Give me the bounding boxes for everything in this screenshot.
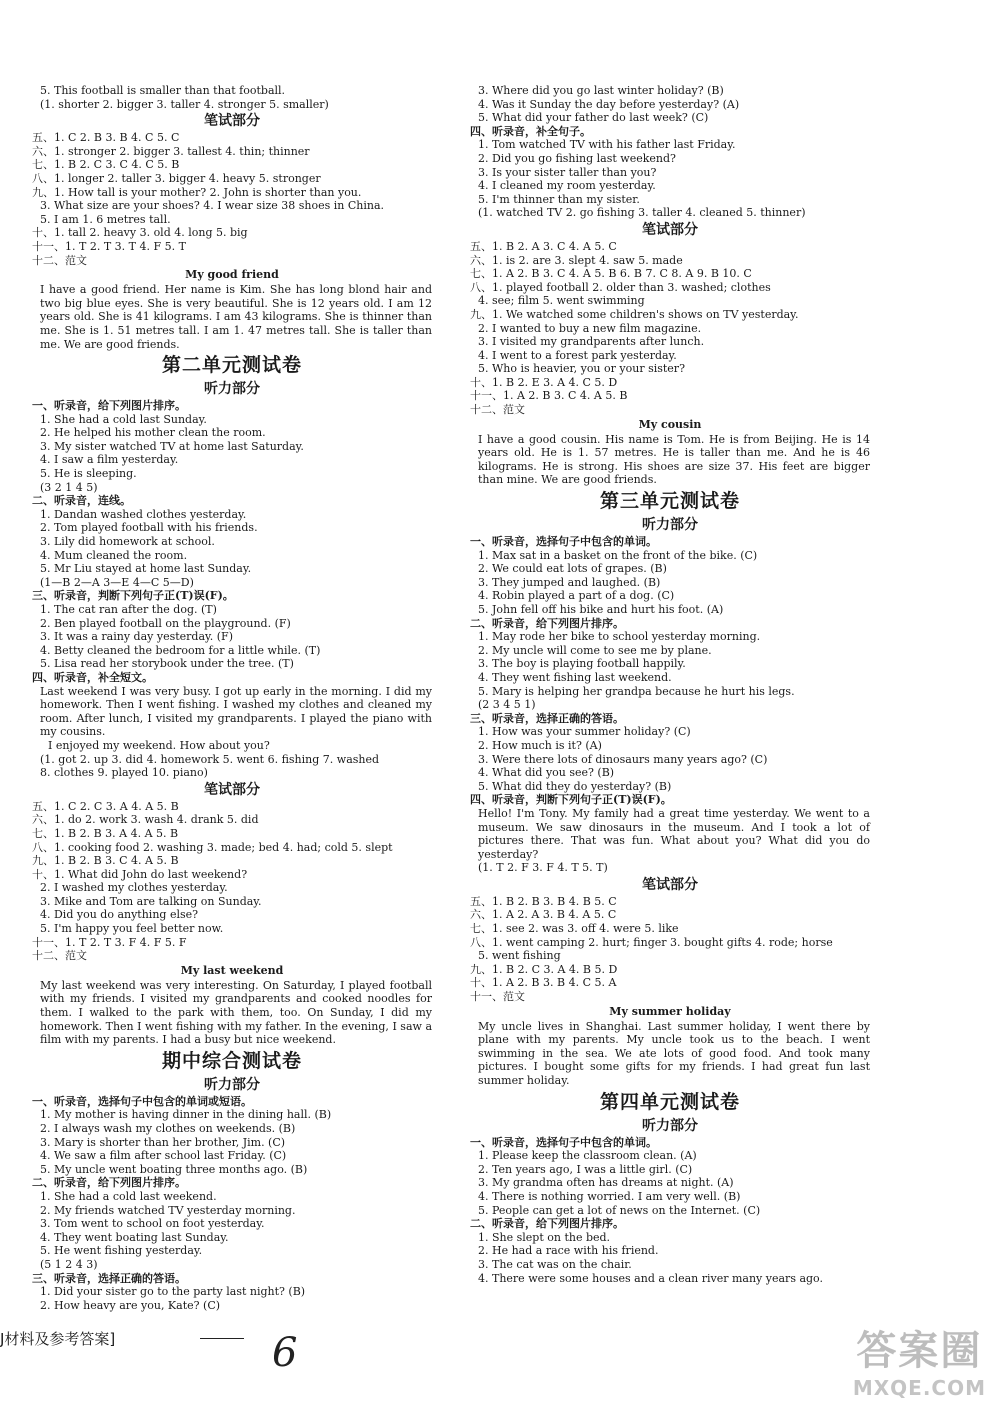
watermark-url: MXQE.COM (852, 1376, 986, 1400)
answer-line: 十、1. B 2. E 3. A 4. C 5. D (470, 375, 618, 389)
answer-line: 2. How much is it? (A) (478, 738, 602, 752)
answer-line: 4. Did you do anything else? (40, 908, 199, 922)
question-heading: 四、听录音，补全句子。 (470, 124, 591, 138)
section-heading: 听力部分 (204, 381, 260, 398)
answer-line: 2. Tom played football with his friends. (40, 521, 258, 535)
answer-line: 1. Please keep the classroom clean. (A) (478, 1149, 697, 1163)
answer-line: 2. We could eat lots of grapes. (B) (478, 562, 667, 576)
answer-line: 十、1. tall 2. heavy 3. old 4. long 5. big (32, 226, 248, 240)
unit-title: 第三单元测试卷 (599, 490, 740, 513)
answer-line: (1. watched TV 2. go fishing 3. taller 4. cleaned 5. thinner) (478, 206, 806, 220)
answer-line: 3. What size are your shoes? 4. I wear size 38 shoes in China. (40, 199, 385, 213)
answer-line: 5. Mr Liu stayed at home last Sunday. (40, 562, 252, 576)
answer-line: 2. He helped his mother clean the room. (40, 426, 266, 440)
answer-line: 五、1. B 2. B 3. B 4. B 5. C (470, 894, 617, 908)
answer-line: 4. Robin played a part of a dog. (C) (478, 589, 675, 603)
unit-title: 第四单元测试卷 (599, 1090, 740, 1113)
answer-line: 十二、范文 (32, 253, 87, 267)
answer-line: 5. People can get a lot of news on the Internet. (C) (478, 1203, 761, 1217)
answer-line: 3. My grandma often has dreams at night. (A) (478, 1176, 734, 1190)
answer-line: 5. What did your father do last week? (C) (478, 111, 709, 125)
question-heading: 二、听录音，给下列图片排序。 (32, 1176, 186, 1190)
answer-line: 4. What did you see? (B) (478, 766, 615, 780)
answer-line: 五、1. B 2. A 3. C 4. A 5. C (470, 239, 617, 253)
answer-line: (1. got 2. up 3. did 4. homework 5. went 6. fishing 7. washed (40, 752, 380, 766)
answer-line: 五、1. C 2. B 3. B 4. C 5. C (32, 131, 180, 145)
answer-line: 4. They went boating last Sunday. (40, 1230, 229, 1244)
answer-line: 3. Is your sister taller than you? (478, 165, 657, 179)
answer-line: (1—B 2—A 3—E 4—C 5—D) (40, 575, 194, 589)
answer-line: 十二、范文 (32, 949, 87, 963)
answer-line: 4. We saw a film after school last Friday. (C) (40, 1149, 287, 1163)
answer-line: 八、1. went camping 2. hurt; finger 3. bought gifts 4. rode; horse (470, 935, 833, 949)
answer-line: 九、1. How tall is your mother? 2. John is shorter than you. (32, 185, 362, 199)
essay-paragraph: Hello! I'm Tony. My family had a great time yesterday. We went to a museum. We saw dinosaurs in the museum. And I took a lot of pictures there. That was fun. What about you? What did you do yesterday? (478, 806, 870, 861)
answer-line: 2. He had a race with his friend. (478, 1244, 659, 1258)
answer-line: 十二、范文 (470, 403, 525, 417)
answer-line: 3. Where did you go last winter holiday? (B) (478, 84, 724, 97)
answer-line: 十一、1. A 2. B 3. C 4. A 5. B (470, 389, 628, 403)
answer-line: 十、1. A 2. B 3. B 4. C 5. A (470, 976, 617, 990)
answer-line: 六、1. stronger 2. bigger 3. tallest 4. thin; thinner (32, 144, 310, 158)
answer-line: 六、1. is 2. are 3. slept 4. saw 5. made (470, 253, 683, 267)
answer-line: 5. My uncle went boating three months ago. (B) (40, 1162, 308, 1176)
answer-line: 5. He is sleeping. (40, 467, 137, 481)
section-heading: 笔试部分 (642, 221, 698, 238)
answer-line: 1. She had a cold last weekend. (40, 1189, 217, 1203)
answer-line: 七、1. see 2. was 3. off 4. were 5. like (470, 922, 679, 936)
section-heading: 听力部分 (642, 517, 698, 534)
answer-line: 3. I visited my grandparents after lunch. (478, 335, 705, 349)
answer-line: 十一、范文 (470, 990, 525, 1004)
question-heading: 二、听录音，给下列图片排序。 (470, 1217, 624, 1231)
question-heading: 四、听录音，补全短文。 (32, 670, 153, 684)
answer-line: 5. I'm thinner than my sister. (478, 192, 640, 206)
answer-line: (5 1 2 4 3) (40, 1257, 98, 1271)
answer-line: 九、1. We watched some children's shows on TV yesterday. (470, 307, 799, 321)
answer-line: (1. T 2. F 3. F 4. T 5. T) (478, 861, 608, 875)
answer-line: 1. My mother is having dinner in the dining hall. (B) (40, 1108, 332, 1122)
section-heading: 笔试部分 (642, 876, 698, 893)
answer-line: 七、1. B 2. B 3. A 4. A 5. B (32, 826, 179, 840)
answer-line: 2. Ben played football on the playground. (F) (40, 616, 291, 630)
answer-line: 4. Mum cleaned the room. (40, 548, 188, 562)
answer-line: 1. Tom watched TV with his father last Friday. (478, 138, 736, 152)
question-heading: 二、听录音，给下列图片排序。 (470, 616, 624, 630)
answer-line: 2. Ten years ago, I was a little girl. (C) (478, 1162, 693, 1176)
answer-line: 五、1. C 2. C 3. A 4. A 5. B (32, 799, 179, 813)
question-heading: 四、听录音，判断下列句子正(T)误(F)。 (470, 793, 672, 807)
essay-paragraph: Last weekend I was very busy. I got up early in the morning. I did my homework. Then I went fishing. I washed my clothes and cleaned my room. After lunch, I visited my grandparents. I played the piano with my cousins. (40, 684, 432, 739)
answer-line: 5. Lisa read her storybook under the tree. (T) (40, 657, 294, 671)
answer-line: 1. May rode her bike to school yesterday morning. (478, 630, 761, 644)
answer-line: 1. The cat ran after the dog. (T) (40, 603, 217, 616)
answer-line: 5. Who is heavier, you or your sister? (478, 362, 685, 376)
answer-line: 1. How was your summer holiday? (C) (478, 725, 691, 739)
question-heading: 一、听录音，选择句子中包含的单词。 (470, 1135, 657, 1149)
answer-line: (2 3 4 5 1) (478, 698, 536, 712)
answer-line: 1. Dandan washed clothes yesterday. (40, 507, 247, 521)
answer-line: 2. I wanted to buy a new film magazine. (478, 321, 702, 335)
answer-line: 5. What did they do yesterday? (B) (478, 779, 672, 793)
answer-line: 4. I saw a film yesterday. (40, 453, 179, 467)
answer-line: 3. The boy is playing football happily. (478, 657, 686, 671)
question-heading: 三、听录音，判断下列句子正(T)误(F)。 (32, 589, 234, 603)
answer-line: 4. I cleaned my room yesterday. (478, 179, 656, 193)
answer-line: 3. Were there lots of dinosaurs many years ago? (C) (478, 752, 768, 766)
answer-line: 1. She had a cold last Sunday. (40, 412, 207, 426)
right-column (470, 84, 870, 1285)
section-heading: 听力部分 (642, 1117, 698, 1134)
question-heading: 三、听录音，选择正确的答语。 (32, 1271, 186, 1285)
watermark-logo: 答案圈 (856, 1328, 983, 1374)
essay-paragraph: My uncle lives in Shanghai. Last summer holiday, I went there by plane with my parents. My uncle took us to the beach. I went swimming in the sea. We ate lots of good food. And took many pictures. I bought some gifts for my friends. I had great fun last summer holiday. (478, 1019, 870, 1087)
answer-line: 2. I always wash my clothes on weekends. (B) (40, 1122, 296, 1135)
answer-line: (1. shorter 2. bigger 3. taller 4. stronger 5. smaller) (40, 97, 329, 111)
answer-line: 4. They went fishing last weekend. (478, 670, 672, 684)
answer-line: 2. I washed my clothes yesterday. (40, 881, 228, 895)
unit-title: 期中综合测试卷 (161, 1049, 302, 1072)
answer-line: 八、1. cooking food 2. washing 3. made; bed 4. had; cold 5. slept (32, 840, 393, 854)
essay-paragraph: My last weekend was very interesting. On Saturday, I played football with my friends. I visited my grandparents and cooked noodles for them. I walked to the park with them, too. On Sunday, I did my homework. Then I went fishing with my father. In the evening, I saw a film with my parents. I had a busy but nice weekend. (40, 978, 432, 1047)
footer-label: J材料及参考答案] (0, 1330, 116, 1348)
answer-line: 八、1. longer 2. taller 3. bigger 4. heavy 5. stronger (32, 171, 321, 185)
answer-line: 七、1. A 2. B 3. C 4. A 5. B 6. B 7. C 8. A 9. B 10. C (470, 267, 752, 281)
answer-line: 八、1. played football 2. older than 3. washed; clothes (470, 280, 771, 294)
answer-line: 1. She slept on the bed. (478, 1230, 611, 1244)
answer-line: 2. My friends watched TV yesterday morning. (40, 1203, 296, 1217)
section-heading: 听力部分 (204, 1076, 260, 1093)
answer-line: 十一、1. T 2. T 3. T 4. F 5. T (32, 239, 186, 253)
answer-line: 1. Did your sister go to the party last night? (B) (40, 1285, 306, 1299)
answer-line: 5. He went fishing yesterday. (40, 1244, 203, 1258)
answer-line: (3 2 1 4 5) (40, 480, 98, 494)
essay-title: My last weekend (180, 963, 284, 977)
essay-paragraph: I have a good cousin. His name is Tom. He is from Beijing. He is 14 years old. He is 1. 57 metres. He is taller than me. And he is 46 kilograms. He is strong. His shoes are size 37. His feet are bigger than mine. We are good friends. (478, 432, 870, 487)
essay-title: My summer holiday (609, 1004, 731, 1018)
answer-line: 3. It was a rainy day yesterday. (F) (40, 630, 233, 644)
answer-line: 3. The cat was on the chair. (478, 1257, 632, 1271)
answer-line: 3. They jumped and laughed. (B) (478, 575, 661, 589)
essay-paragraph: I have a good friend. Her name is Kim. She has long blond hair and two big blue eyes. She is very beautiful. She is 12 years old. I am 12 years old. She is 41 kilograms. I am 43 kilograms. She is thinner than me. She is 1. 51 metres tall. I am 1. 47 metres tall. She is taller than me. We are good friends. (40, 283, 432, 351)
answer-line: 4. Betty cleaned the bedroom for a little while. (T) (40, 643, 321, 657)
question-heading: 二、听录音，连线。 (32, 494, 131, 508)
answer-line: 5. Mary is helping her grandpa because he hurt his legs. (478, 684, 795, 698)
answer-line: 5. John fell off his bike and hurt his foot. (A) (478, 603, 724, 616)
answer-line: 3. Lily did homework at school. (40, 535, 215, 549)
answer-line: 4. see; film 5. went swimming (478, 294, 645, 308)
answer-line: 十、1. What did John do last weekend? (32, 867, 248, 881)
unit-title: 第二单元测试卷 (161, 354, 302, 377)
answer-line: 九、1. B 2. B 3. C 4. A 5. B (32, 854, 179, 868)
answer-line: 六、1. A 2. A 3. B 4. A 5. C (470, 908, 617, 922)
question-heading: 一、听录音，选择句子中包含的单词。 (470, 535, 657, 549)
answer-line: 十一、1. T 2. T 3. F 4. F 5. F (32, 935, 187, 949)
answer-line: 七、1. B 2. C 3. C 4. C 5. B (32, 158, 180, 172)
page-number: 6 (272, 1330, 298, 1376)
answer-line: 4. There is nothing worried. I am very well. (B) (478, 1189, 741, 1203)
left-column (32, 84, 432, 1312)
answer-line: 2. How heavy are you, Kate? (C) (40, 1298, 221, 1312)
question-heading: 一、听录音，给下列图片排序。 (32, 399, 186, 413)
answer-line: 3. Mary is shorter than her brother, Jim. (C) (40, 1135, 286, 1149)
answer-line: 3. Mike and Tom are talking on Sunday. (40, 894, 262, 908)
answer-line: 5. This football is smaller than that football. (40, 84, 286, 97)
answer-line: 2. My uncle will come to see me by plane. (478, 643, 712, 657)
answer-line: 六、1. do 2. work 3. wash 4. drank 5. did (32, 813, 259, 827)
answer-line: 8. clothes 9. played 10. piano) (40, 766, 208, 780)
question-heading: 一、听录音，选择句子中包含的单词或短语。 (32, 1094, 252, 1108)
answer-line: 3. My sister watched TV at home last Saturday. (40, 439, 304, 453)
section-heading: 笔试部分 (204, 113, 260, 130)
answer-line: 九、1. B 2. C 3. A 4. B 5. D (470, 962, 618, 976)
question-heading: 三、听录音，选择正确的答语。 (470, 711, 624, 725)
essay-title: My good friend (185, 268, 279, 282)
answer-line: I enjoyed my weekend. How about you? (48, 738, 270, 752)
answer-line: 5. went fishing (478, 949, 561, 963)
answer-line: 4. I went to a forest park yesterday. (478, 348, 677, 362)
section-heading: 笔试部分 (204, 781, 260, 798)
watermark (853, 1319, 986, 1400)
answer-line: 4. Was it Sunday the day before yesterday? (A) (478, 97, 740, 111)
essay-title: My cousin (638, 417, 702, 431)
answer-line: 4. There were some houses and a clean river many years ago. (478, 1271, 823, 1285)
answer-line: 5. I am 1. 6 metres tall. (40, 212, 171, 226)
answer-line: 1. Max sat in a basket on the front of the bike. (C) (478, 548, 758, 562)
answer-line: 2. Did you go fishing last weekend? (478, 151, 676, 165)
answer-line: 5. I'm happy you feel better now. (40, 922, 224, 936)
answer-line: 3. Tom went to school on foot yesterday. (40, 1217, 265, 1231)
footer-rule (200, 1338, 244, 1339)
